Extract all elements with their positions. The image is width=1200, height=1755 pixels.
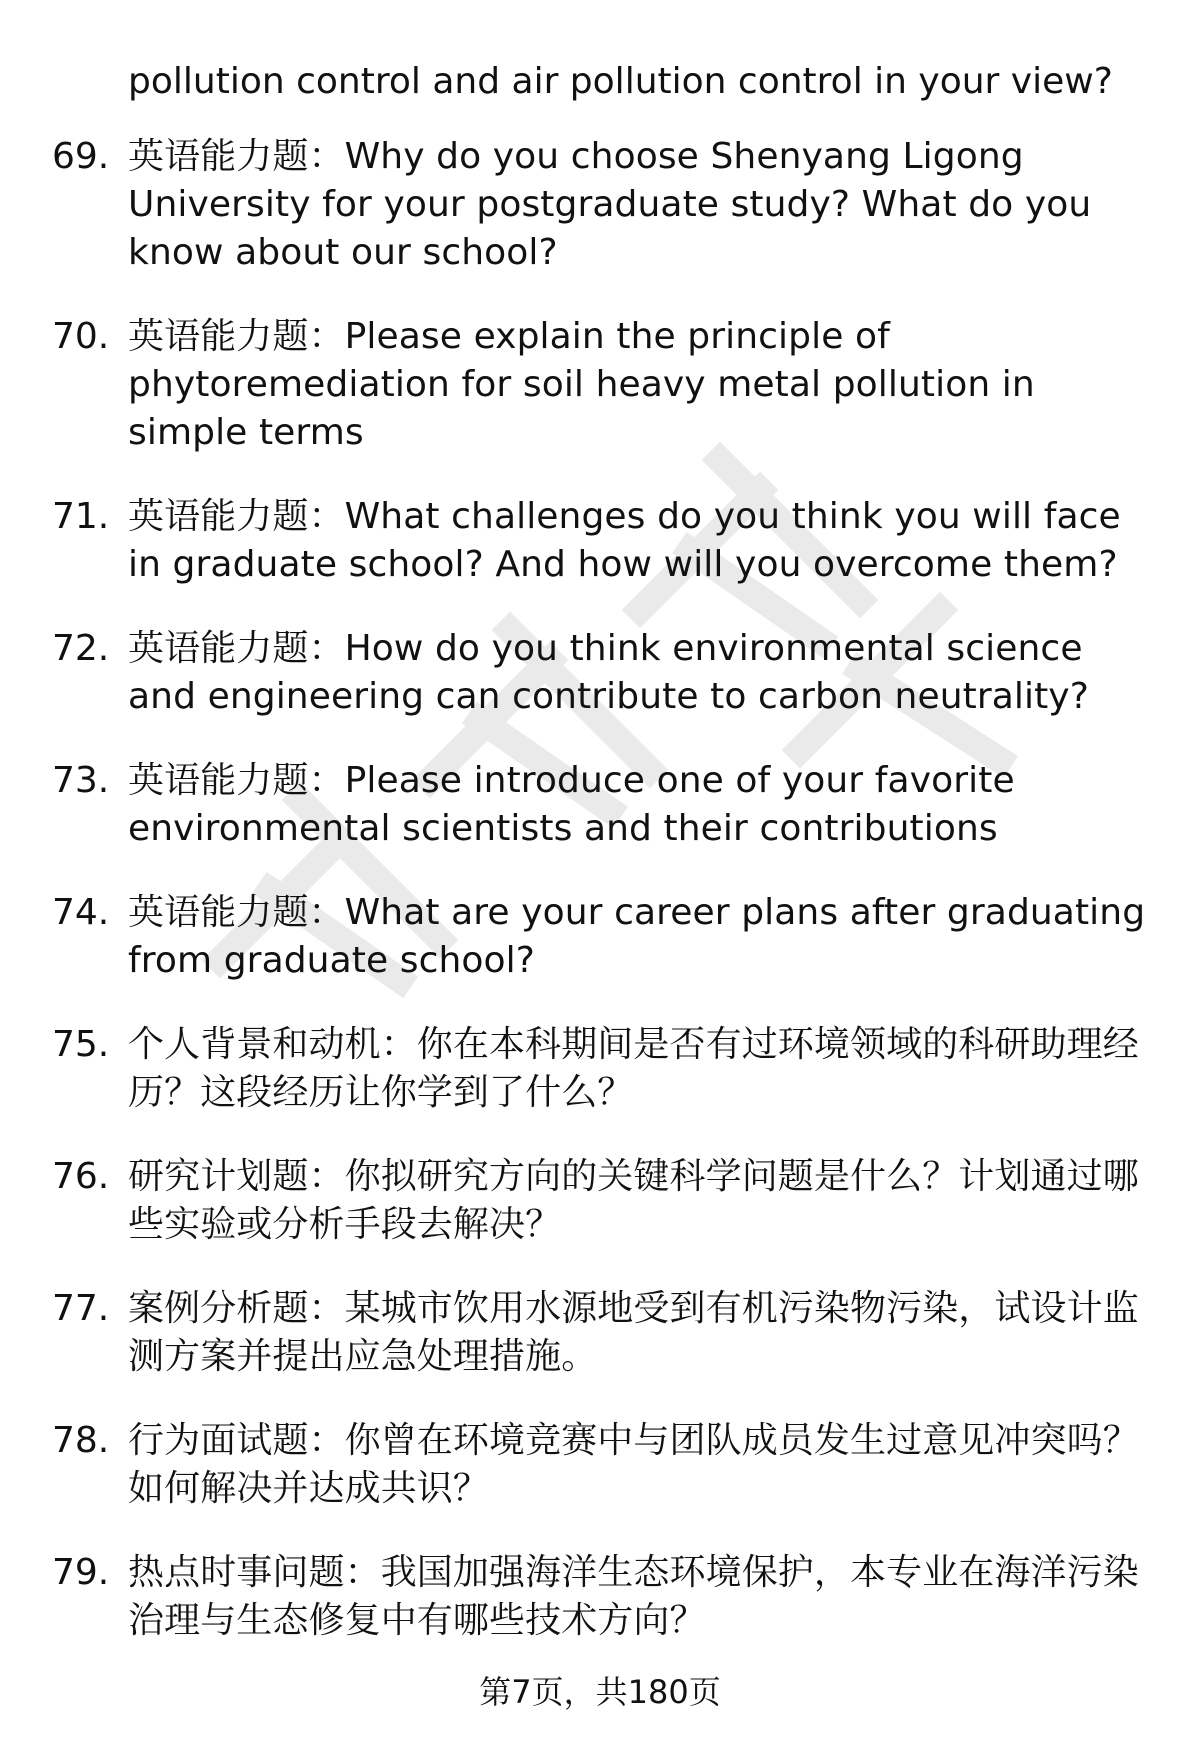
question-number: 69. — [52, 136, 110, 177]
question-number: 72. — [52, 628, 110, 669]
question-number: 77. — [52, 1288, 110, 1329]
question-text: 英语能力题：What are your career plans after graduating from graduate school? — [128, 892, 1146, 981]
page-number-footer: 第7页，共180页 — [479, 1673, 721, 1711]
question-text: 个人背景和动机：你在本科期间是否有过环境领域的科研助理经历？这段经历让你学到了什么？ — [128, 1024, 1139, 1113]
question-text: 研究计划题：你拟研究方向的关键科学问题是什么？计划通过哪些实验或分析手段去解决？ — [128, 1156, 1139, 1245]
question-number: 78. — [52, 1420, 110, 1461]
question-number: 73. — [52, 760, 110, 801]
question-text: 英语能力题：How do you think environmental science and engineering can contribute to carbon neutrality? — [128, 628, 1089, 717]
question-text: 热点时事问题：我国加强海洋生态环境保护，本专业在海洋污染治理与生态修复中有哪些技术方向？ — [128, 1552, 1139, 1641]
question-number: 76. — [52, 1156, 110, 1197]
question-number: 79. — [52, 1552, 110, 1593]
question-text: 英语能力题：Please explain the principle of phytoremediation for soil heavy metal pollution in simple terms — [128, 316, 1035, 453]
question-number: 74. — [52, 892, 110, 933]
question-number: 71. — [52, 496, 110, 537]
question-text: 英语能力题：What challenges do you think you will face in graduate school? And how will you overcome them? — [128, 496, 1121, 585]
question-number: 70. — [52, 316, 110, 357]
question-text: 案例分析题：某城市饮用水源地受到有机污染物污染，试设计监测方案并提出应急处理措施。 — [128, 1288, 1139, 1377]
question-text: 行为面试题：你曾在环境竞赛中与团队成员发生过意见冲突吗？如何解决并达成共识？ — [128, 1420, 1139, 1509]
continuation-text: pollution control and air pollution control in your view? — [128, 61, 1113, 102]
question-text: 英语能力题：Please introduce one of your favorite environmental scientists and their contributions — [128, 760, 1015, 849]
question-text: 英语能力题：Why do you choose Shenyang Ligong University for your postgraduate study? What do you know about our school? — [128, 136, 1092, 273]
question-number: 75. — [52, 1024, 110, 1065]
